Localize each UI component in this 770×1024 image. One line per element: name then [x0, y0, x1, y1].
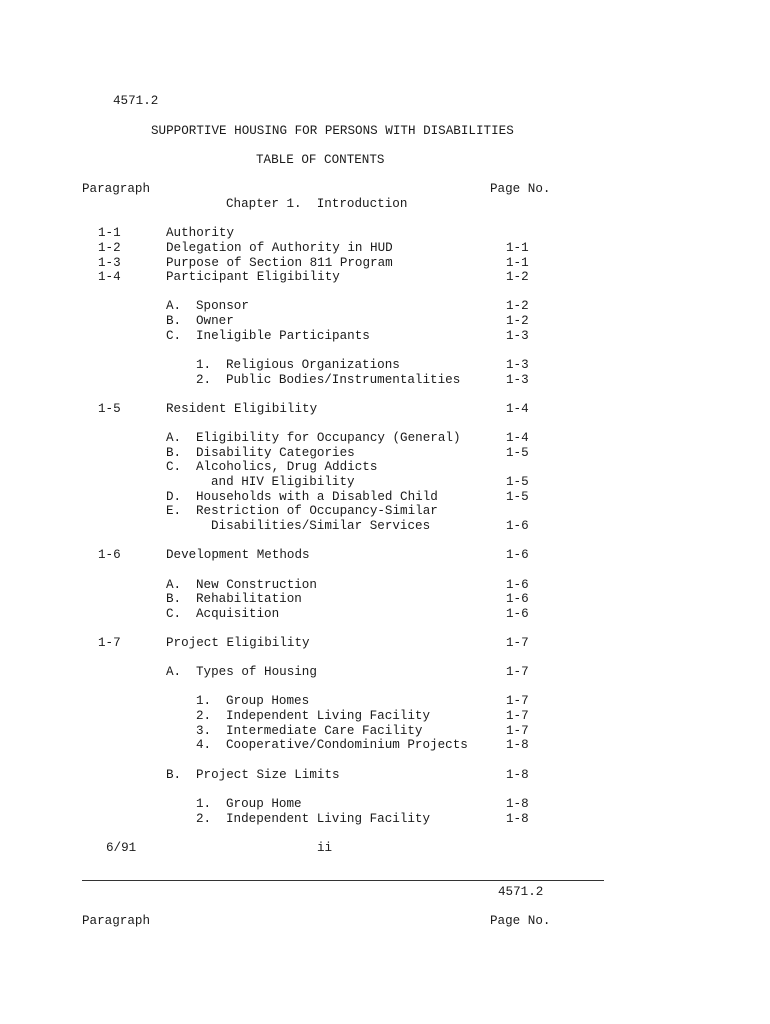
paragraph-column-header: Paragraph — [82, 182, 151, 196]
footer-date: 6/91 — [106, 841, 137, 855]
toc-entry-letter: 2. — [196, 812, 212, 826]
toc-entry-page: 1-6 — [506, 592, 529, 606]
toc-entry-number: 1-6 — [98, 548, 121, 562]
toc-entry-page: 1-8 — [506, 738, 529, 752]
toc-entry-letter: 2. — [196, 709, 212, 723]
toc-entry-page: 1-7 — [506, 694, 529, 708]
toc-entry-letter: A. — [166, 665, 182, 679]
page-break-rule — [82, 880, 604, 881]
toc-entry-title: Alcoholics, Drug Addicts — [196, 460, 378, 474]
toc-entry-letter: D. — [166, 490, 182, 504]
document-title: SUPPORTIVE HOUSING FOR PERSONS WITH DISABILITIES — [151, 124, 514, 138]
toc-entry-page: 1-7 — [506, 636, 529, 650]
toc-entry-title: Group Home — [226, 797, 302, 811]
toc-entry-number: 1-3 — [98, 256, 121, 270]
toc-entry-page: 1-8 — [506, 797, 529, 811]
chapter-heading: Chapter 1. Introduction — [226, 197, 408, 211]
toc-entry-title-continued: Disabilities/Similar Services — [211, 519, 431, 533]
toc-entry-page: 1-6 — [506, 519, 529, 533]
toc-entry-number: 1-1 — [98, 226, 121, 240]
toc-entry-page: 1-5 — [506, 490, 529, 504]
toc-entry-letter: 1. — [196, 797, 212, 811]
toc-entry-title: Resident Eligibility — [166, 402, 318, 416]
toc-entry-title-continued: and HIV Eligibility — [211, 475, 355, 489]
toc-entry-letter: 1. — [196, 694, 212, 708]
toc-entry-title: Group Homes — [226, 694, 310, 708]
toc-entry-letter: A. — [166, 299, 182, 313]
toc-entry-page: 1-1 — [506, 241, 529, 255]
toc-entry-number: 1-5 — [98, 402, 121, 416]
toc-entry-title: Development Methods — [166, 548, 310, 562]
toc-entry-title: New Construction — [196, 578, 317, 592]
toc-entry-title: Restriction of Occupancy-Similar — [196, 504, 438, 518]
toc-entry-title: Project Size Limits — [196, 768, 340, 782]
toc-entry-page: 1-7 — [506, 724, 529, 738]
toc-entry-page: 1-6 — [506, 548, 529, 562]
toc-entry-title: Purpose of Section 811 Program — [166, 256, 393, 270]
toc-entry-title: Intermediate Care Facility — [226, 724, 423, 738]
toc-entry-page: 1-3 — [506, 329, 529, 343]
toc-entry-title: Acquisition — [196, 607, 280, 621]
toc-entry-page: 1-2 — [506, 299, 529, 313]
toc-entry-title: Rehabilitation — [196, 592, 302, 606]
toc-entry-letter: C. — [166, 607, 182, 621]
toc-entry-page: 1-4 — [506, 431, 529, 445]
toc-entry-letter: 4. — [196, 738, 212, 752]
footer-page-number: ii — [317, 841, 333, 855]
toc-entry-page: 1-2 — [506, 314, 529, 328]
toc-entry-title: Eligibility for Occupancy (General) — [196, 431, 461, 445]
toc-entry-page: 1-8 — [506, 768, 529, 782]
toc-entry-page: 1-7 — [506, 665, 529, 679]
toc-entry-letter: C. — [166, 460, 182, 474]
toc-entry-letter: 1. — [196, 358, 212, 372]
toc-entry-letter: B. — [166, 768, 182, 782]
toc-entry-page: 1-6 — [506, 607, 529, 621]
next-page-page-no-header: Page No. — [490, 914, 551, 928]
toc-entry-page: 1-7 — [506, 709, 529, 723]
toc-entry-letter: A. — [166, 431, 182, 445]
toc-entry-number: 1-7 — [98, 636, 121, 650]
toc-entry-number: 1-2 — [98, 241, 121, 255]
toc-entry-title: Ineligible Participants — [196, 329, 370, 343]
toc-entry-title: Project Eligibility — [166, 636, 310, 650]
toc-entry-page: 1-4 — [506, 402, 529, 416]
toc-entry-letter: E. — [166, 504, 182, 518]
toc-entry-title: Independent Living Facility — [226, 812, 431, 826]
toc-entry-letter: A. — [166, 578, 182, 592]
toc-entry-letter: 3. — [196, 724, 212, 738]
toc-entry-page: 1-1 — [506, 256, 529, 270]
toc-entry-title: Types of Housing — [196, 665, 317, 679]
toc-entry-title: Religious Organizations — [226, 358, 400, 372]
toc-heading: TABLE OF CONTENTS — [256, 153, 385, 167]
toc-entry-title: Delegation of Authority in HUD — [166, 241, 393, 255]
document-number: 4571.2 — [113, 94, 159, 108]
toc-entry-number: 1-4 — [98, 270, 121, 284]
toc-entry-page: 1-8 — [506, 812, 529, 826]
toc-entry-letter: B. — [166, 314, 182, 328]
toc-entry-page: 1-3 — [506, 373, 529, 387]
next-page-paragraph-header: Paragraph — [82, 914, 151, 928]
page-no-column-header: Page No. — [490, 182, 551, 196]
toc-entry-page: 1-2 — [506, 270, 529, 284]
toc-entry-letter: 2. — [196, 373, 212, 387]
toc-entry-title: Participant Eligibility — [166, 270, 340, 284]
toc-entry-page: 1-3 — [506, 358, 529, 372]
toc-entry-title: Households with a Disabled Child — [196, 490, 438, 504]
toc-entry-title: Public Bodies/Instrumentalities — [226, 373, 461, 387]
toc-entry-page: 1-5 — [506, 446, 529, 460]
toc-entry-title: Cooperative/Condominium Projects — [226, 738, 468, 752]
next-page-document-number: 4571.2 — [498, 885, 544, 899]
toc-entry-letter: B. — [166, 446, 182, 460]
toc-entry-title: Owner — [196, 314, 234, 328]
toc-entry-title: Sponsor — [196, 299, 249, 313]
toc-entry-title: Authority — [166, 226, 235, 240]
toc-entry-page: 1-5 — [506, 475, 529, 489]
toc-entry-title: Disability Categories — [196, 446, 355, 460]
toc-entry-title: Independent Living Facility — [226, 709, 431, 723]
toc-entry-letter: C. — [166, 329, 182, 343]
toc-entry-page: 1-6 — [506, 578, 529, 592]
toc-entry-letter: B. — [166, 592, 182, 606]
